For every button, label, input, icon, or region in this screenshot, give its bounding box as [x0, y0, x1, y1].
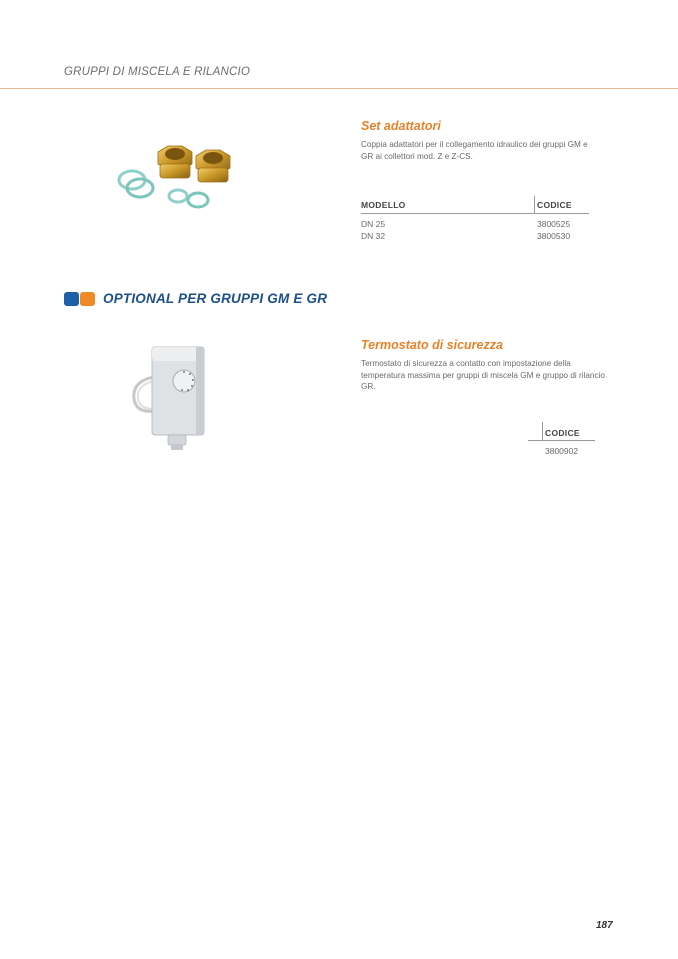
column-header-code: CODICE — [537, 200, 572, 210]
table-row — [361, 218, 589, 230]
model-code-table — [361, 196, 589, 242]
code-cell: 3800902 — [545, 446, 579, 456]
model-cell: DN 25 — [361, 219, 386, 229]
product-description-safety-thermostat: Termostato di sicurezza a contatto con impostazione della temperatura massima per gruppi di miscela GM e gruppo di rilancio GR. — [361, 359, 605, 391]
thermostat-image — [126, 343, 216, 453]
product-description-adapter-set: Coppia adattatori per il collegamento idraulico dei gruppi GM e GR ai collettori mod. Z e Z-CS. — [361, 140, 588, 161]
header-rule — [0, 88, 678, 89]
orange-square-icon — [80, 292, 95, 306]
section-marker-icon — [64, 292, 95, 306]
column-header-code: CODICE — [545, 428, 580, 438]
table-header — [528, 422, 595, 441]
section-title: OPTIONAL PER GRUPPI GM E GR — [103, 291, 328, 306]
table-header — [361, 196, 589, 214]
code-cell: 3800530 — [537, 231, 571, 241]
blue-square-icon — [64, 292, 79, 306]
page-number: 187 — [596, 920, 613, 931]
column-divider — [534, 196, 535, 214]
model-cell: DN 32 — [361, 231, 386, 241]
product-title-adapter-set: Set adattatori — [361, 119, 441, 133]
running-header: GRUPPI DI MISCELA E RILANCIO — [64, 66, 251, 78]
product-title-safety-thermostat: Termostato di sicurezza — [361, 338, 503, 352]
table-row — [361, 230, 589, 242]
code-table — [528, 422, 595, 456]
column-header-model: MODELLO — [361, 200, 406, 210]
column-divider — [542, 422, 543, 441]
adapter-set-image — [110, 140, 245, 215]
code-cell: 3800525 — [537, 219, 571, 229]
